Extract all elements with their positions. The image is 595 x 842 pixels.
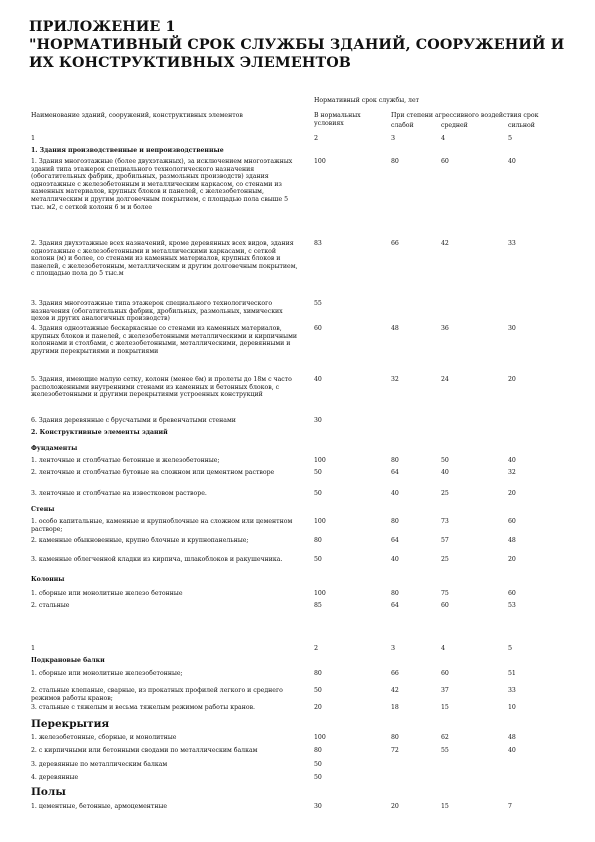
service-life-value: 30 [508,325,516,332]
service-life-value: 72 [391,747,399,754]
service-life-value: 7 [508,803,512,810]
element-name: 1. особо капитальные, каменные и крупноблочные на сложном или цементном растворе; [31,518,293,533]
element-name: 3. стальные с тяжелым и весьма тяжелым режимом работы кранов. [31,704,256,711]
column-number: 2 [314,644,319,652]
page-title [29,18,579,72]
service-life-value: 60 [508,590,516,597]
column-number: 5 [508,644,513,652]
section-title: Подкрановые балки [31,657,105,664]
section-title: Стены [31,506,55,513]
column-number: 5 [508,134,513,142]
service-life-value: 100 [314,158,326,165]
service-life-value: 20 [508,556,516,563]
service-life-value: 50 [314,761,322,768]
service-life-value: 15 [441,704,449,711]
header-col4: сильной [508,122,535,129]
service-life-value: 80 [391,518,399,525]
service-life-value: 64 [391,469,399,476]
service-life-value: 60 [441,670,449,677]
service-life-value: 50 [314,490,322,497]
service-life-value: 66 [391,670,399,677]
element-name: 1. цементные, бетонные, армоцементные [31,803,168,810]
service-life-value: 33 [508,687,516,694]
service-life-value: 50 [314,687,322,694]
service-life-value: 32 [391,376,399,383]
service-life-value: 42 [391,687,399,694]
service-life-value: 48 [508,734,516,741]
service-life-value: 20 [391,803,399,810]
service-life-value: 25 [441,556,449,563]
service-life-value: 62 [441,734,449,741]
service-life-value: 18 [391,704,399,711]
service-life-value: 80 [391,590,399,597]
element-name: 1. ленточные и столбчатые бетонные и железобетонные; [31,457,220,464]
element-name: 2. стальные клепаные, сварные, из прокатных профилей легкого и среднего режимов работы кранов; [31,687,283,702]
service-life-value: 55 [441,747,449,754]
service-life-value: 20 [314,704,322,711]
service-life-value: 100 [314,734,326,741]
service-life-value: 48 [391,325,399,332]
service-life-value: 20 [508,490,516,497]
service-life-value: 40 [391,490,399,497]
service-life-value: 40 [391,556,399,563]
service-life-value: 32 [508,469,516,476]
element-name: 3. каменные облегченной кладки из кирпича, шлакоблоков и ракушечника. [31,556,283,563]
title-line-1: ПРИЛОЖЕНИЕ 1 [29,19,176,35]
service-life-value: 50 [314,774,322,781]
title-line-3: ИХ КОНСТРУКТИВНЫХ ЭЛЕМЕНТОВ [29,55,351,71]
service-life-value: 75 [441,590,449,597]
column-number: 4 [441,644,446,652]
element-name: 3. Здания многоэтажные типа этажерок специального технологического назначения (обогатительных фабрик, дробильных, размольных, химических цехов и других аналогичных производств) [31,300,283,323]
service-life-value: 40 [508,747,516,754]
service-life-value: 73 [441,518,449,525]
section-title: Фундаменты [31,445,78,452]
service-life-value: 51 [508,670,516,677]
element-name: 5. Здания, имеющие малую сетку, колонн (менее 6м) и пролеты до 18м с часто расположенными внутренними стенами из каменных и бетонных блоков, с железобетонными и другими перекрытиями устроенных конструкций [31,376,292,399]
service-life-value: 40 [508,158,516,165]
header-col2: слабой [391,122,414,129]
service-life-value: 60 [441,602,449,609]
element-name: 1. Здания многоэтажные (более двухэтажных), за исключением многоэтажных зданий типа этажерок специального технологического назначения (обогатительных фабрик, дробильных, размольных производств) здания одноэтажные с железобетонным и металлическим каркасом, со стенами из каменных материалов, крупных блоков и панелей, с железобетонным, металлическим и другим долговечным покрытием, с площадью пола свыше 5 тыс. м2, с сеткой колонн 6 м и более [31,158,293,211]
element-name: 1. железобетонные, сборные, и монолитные [31,734,177,741]
service-life-value: 60 [441,158,449,165]
header-col1-a: В нормальных [314,112,361,119]
element-name: 2. ленточные и столбчатые бутовые на сложном или цементном растворе [31,469,275,476]
service-life-value: 40 [508,457,516,464]
service-life-value: 85 [314,602,322,609]
service-life-value: 24 [441,376,449,383]
service-life-value: 42 [441,240,449,247]
service-life-value: 80 [314,747,322,754]
element-name: 3. деревянные по металлическим балкам [31,761,168,768]
title-line-2: "НОРМАТИВНЫЙ СРОК СЛУЖБЫ ЗДАНИЙ, СООРУЖЕНИЙ И [29,37,565,53]
element-name: 1. сборные или монолитные железобетонные; [31,670,183,677]
header-name-col: Наименование зданий, сооружений, конструктивных элементов [31,112,243,119]
service-life-value: 30 [314,417,322,424]
service-life-value: 64 [391,602,399,609]
element-name: 1. сборные или монолитные железо бетонные [31,590,183,597]
service-life-value: 25 [441,490,449,497]
service-life-value: 33 [508,240,516,247]
service-life-value: 66 [391,240,399,247]
element-name: 2. Здания двухэтажные всех назначений, кроме деревянных всех видов, здания одноэтажные с железобетонными и металлическими каркасами, с сеткой колонн (м) и более, со стенами из каменных материалов, крупных блоков и панелей, с железобетонным, металлическим и другим долговечным покрытием, с площадью пола до 5 тыс.м [31,240,298,278]
service-life-value: 37 [441,687,449,694]
section-title: 1. Здания производственные и непроизводственные [31,147,224,154]
service-life-value: 80 [391,734,399,741]
service-life-value: 60 [508,518,516,525]
header-subgroup: При степени агрессивного воздействия срок [391,112,539,119]
service-life-value: 50 [314,556,322,563]
service-life-value: 60 [314,325,322,332]
service-life-value: 64 [391,537,399,544]
service-life-value: 80 [314,670,322,677]
column-number: 3 [391,134,396,142]
element-name: 4. деревянные [31,774,79,781]
column-number: 1 [31,134,36,142]
service-life-value: 50 [314,469,322,476]
element-name: 3. ленточные и столбчатые на известковом растворе. [31,490,207,497]
element-name: 2. с кирпичными или бетонными сводами по металлическим балкам [31,747,258,754]
element-name: 2. каменные обыкновенные, крупно блочные и крупнопанельные; [31,537,249,544]
column-number: 4 [441,134,446,142]
section-title: 2. Конструктивные элементы зданий [31,429,168,436]
service-life-value: 36 [441,325,449,332]
service-life-value: 53 [508,602,516,609]
service-life-value: 100 [314,590,326,597]
service-life-value: 15 [441,803,449,810]
element-name: 2. стальные [31,602,70,609]
service-life-value: 80 [391,158,399,165]
service-life-value: 48 [508,537,516,544]
service-life-value: 55 [314,300,322,307]
service-life-value: 83 [314,240,322,247]
section-title: Полы [31,786,66,798]
section-title: Перекрытия [31,718,110,730]
service-life-value: 100 [314,518,326,525]
header-group: Нормативный срок службы, лет [314,97,420,104]
header-col3: средней [441,122,468,129]
service-life-value: 80 [391,457,399,464]
service-life-value: 20 [508,376,516,383]
element-name: 6. Здания деревянные с брусчатыми и бревенчатыми стенами [31,417,236,424]
service-life-value: 30 [314,803,322,810]
column-number: 1 [31,644,36,652]
service-life-value: 40 [314,376,322,383]
service-life-value: 50 [441,457,449,464]
element-name: 4. Здания одноэтажные бескаркасные со стенами из каменных материалов, крупных блоков и панелей, с железобетонными металлическими и кирпичными колоннами и столбами, с железобетонными, металлическими, деревянными и другими перекрытиями и покрытиями [31,325,298,355]
column-number: 3 [391,644,396,652]
service-life-value: 40 [441,469,449,476]
service-life-value: 10 [508,704,516,711]
column-number: 2 [314,134,319,142]
service-life-value: 57 [441,537,449,544]
header-col1-b: условиях [314,120,344,127]
service-life-value: 80 [314,537,322,544]
service-life-value: 100 [314,457,326,464]
section-title: Колонны [31,576,65,583]
